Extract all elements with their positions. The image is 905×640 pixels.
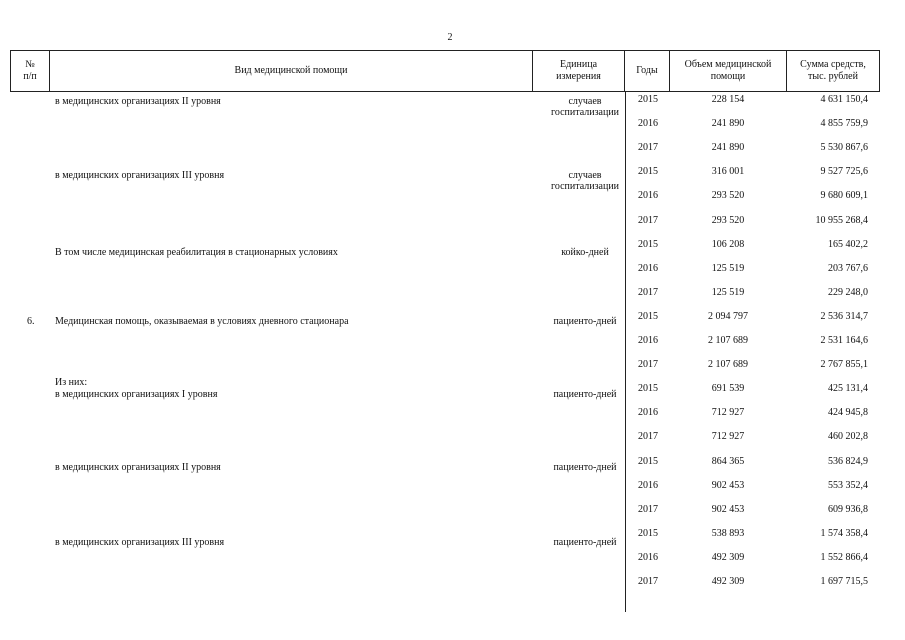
item-number: 6. [27,316,35,327]
row-year: 2016 [638,335,658,346]
item-unit: пациенто-дней [553,316,617,327]
row-sum: 9 680 609,1 [820,190,868,202]
row-year: 2015 [638,166,658,178]
row-year: 2017 [638,359,658,371]
row-year: 2016 [638,479,658,491]
row-sum: 424 945,8 [828,407,868,419]
row-volume: 492 309 [711,551,745,563]
row-year: 2017 [638,214,658,226]
row-year: 2017 [638,576,658,587]
row-year: 2015 [638,310,658,322]
page-number: 2 [447,32,453,43]
header-unit: Единица измерения [532,50,625,92]
row-volume: 125 519 [711,286,745,298]
row-volume: 106 208 [711,238,745,250]
header-year: Годы [624,50,670,92]
row-year: 2015 [638,527,658,539]
row-volume: 228 154 [711,94,745,105]
item-label: в медицинских организациях III уровня [55,537,225,548]
row-volume: 902 453 [711,503,745,515]
row-volume: 241 890 [711,142,745,154]
row-volume: 2 107 689 [708,359,748,371]
row-sum: 553 352,4 [828,479,868,491]
row-volume: 712 927 [711,407,745,419]
row-volume: 316 001 [711,166,745,178]
item-label: Медицинская помощь, оказываемая в условиях дневного стационара [55,316,349,327]
item-label: в медицинских организациях II уровня [55,462,221,473]
row-sum: 4 855 759,9 [820,118,868,130]
row-sum: 425 131,4 [828,383,868,395]
row-year: 2016 [638,190,658,202]
row-volume: 691 539 [711,383,745,395]
header-num: № п/п [10,50,50,92]
item-unit: койко-дней [561,247,609,258]
row-sum: 2 536 314,7 [820,310,868,322]
row-volume: 902 453 [711,479,745,491]
row-year: 2015 [638,238,658,250]
row-volume: 241 890 [711,118,745,130]
row-volume: 492 309 [711,576,745,587]
header-volume: Объем медицинской помощи [669,50,787,92]
row-year: 2017 [638,431,658,443]
row-sum: 1 574 358,4 [820,527,868,539]
row-year: 2015 [638,383,658,395]
row-sum: 2 767 855,1 [820,359,868,371]
row-sum: 460 202,8 [828,431,868,443]
row-sum: 5 530 867,6 [820,142,868,154]
item-unit: случаев госпитализации [550,96,620,118]
row-volume: 712 927 [711,431,745,443]
row-year: 2015 [638,94,658,105]
row-sum: 4 631 150,4 [820,94,868,105]
header-type: Вид медицинской помощи [49,50,533,92]
row-sum: 10 955 268,4 [815,214,868,226]
row-volume: 538 893 [711,527,745,539]
item-label: в медицинских организациях I уровня [55,389,218,400]
item-unit: пациенто-дней [553,537,617,548]
row-volume: 864 365 [711,455,745,467]
row-year: 2016 [638,407,658,419]
item-label: в медицинских организациях III уровня [55,170,225,181]
row-year: 2017 [638,503,658,515]
row-sum: 536 824,9 [828,455,868,467]
row-year: 2017 [638,142,658,154]
item-label: В том числе медицинская реабилитация в стационарных условиях [55,247,338,258]
row-year: 2016 [638,551,658,563]
row-sum: 1 697 715,5 [820,576,868,587]
row-sum: 609 936,8 [828,503,868,515]
row-sum: 229 248,0 [828,286,868,298]
row-sum: 9 527 725,6 [820,166,868,178]
row-year: 2016 [638,262,658,274]
item-unit: случаев госпитализации [550,170,620,192]
item-unit: пациенто-дней [553,462,617,473]
row-volume: 2 107 689 [708,335,748,346]
row-sum: 1 552 866,4 [820,551,868,563]
row-volume: 125 519 [711,262,745,274]
row-year: 2017 [638,286,658,298]
item-label: в медицинских организациях II уровня [55,96,221,107]
header-sum: Сумма средств, тыс. рублей [786,50,880,92]
row-volume: 293 520 [711,190,745,202]
row-year: 2015 [638,455,658,467]
row-sum: 203 767,6 [828,262,868,274]
row-volume: 2 094 797 [708,310,748,322]
item-unit: пациенто-дней [553,389,617,400]
row-sum: 2 531 164,6 [820,335,868,346]
row-sum: 165 402,2 [828,238,868,250]
row-volume: 293 520 [711,214,745,226]
row-year: 2016 [638,118,658,130]
subheading-iz-nih: Из них: [55,377,88,388]
